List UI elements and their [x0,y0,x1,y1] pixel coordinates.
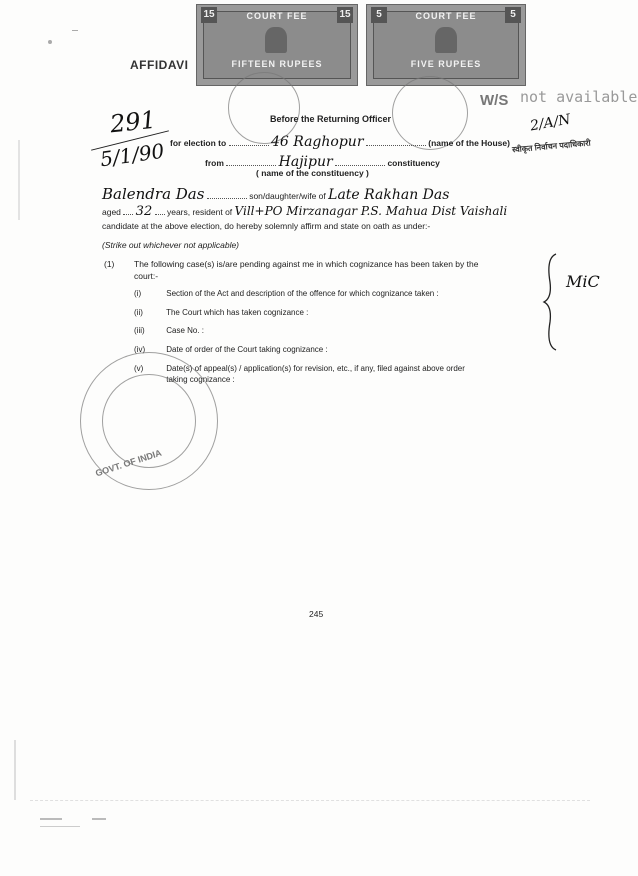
stamp-value-right: 5 [505,7,521,23]
returning-officer-heading: Before the Returning Officer [270,114,392,124]
sub-item [134,289,439,298]
election-line [170,134,510,150]
handwritten-ref-number: 291 [108,105,158,139]
age-dots-2 [155,214,165,215]
constituency-value: Hajipur [278,154,333,170]
aged-prefix: aged [102,207,121,217]
margin-brace [542,252,562,352]
sub-item-text: Section of the Act and description of the offence for which cognizance taken : [166,289,439,298]
constituency-dots [226,165,276,166]
page-number: 245 [309,609,324,619]
from-prefix: from [205,158,224,168]
house-suffix: (name of the House) [428,138,510,148]
stamp-words: FIFTEEN RUPEES [231,59,323,69]
age-dots [123,214,133,215]
item-number: (1) [104,259,115,269]
seal-text: GOVT. OF INDIA [94,447,163,479]
item-text-1: The following case(s) is/are pending against me in which cognizance has been taken by the [134,259,479,269]
oath-line: candidate at the above election, do hereby solemnly affirm and state on oath as under:- [102,221,431,231]
stamp-value-left: 15 [201,7,217,23]
sub-item-text: Date of order of the Court taking cognizance : [166,345,328,354]
scan-mark [40,826,80,827]
scan-mark [40,818,62,820]
stamp-note-prefix: W/S [480,92,509,109]
scan-mark [92,818,106,820]
stamp-country: COURT FEE [246,11,308,21]
stamp-emblem [435,27,457,53]
returning-officer-hindi-stamp: स्वीकृत निर्वाचन पदाधिकारी [511,138,591,155]
constituency-note: ( name of the constituency ) [256,168,369,178]
parent-name: Late Rakhan Das [328,187,450,203]
stamp-value-right: 15 [337,7,353,23]
affidavit-title: AFFIDAVI [130,58,189,72]
speckle-mark [14,740,16,800]
scan-line [30,800,590,802]
house-name-value: 46 Raghopur [270,134,364,150]
age-value: 32 [135,204,153,219]
house-dots [229,145,269,146]
sub-item-number: (v) [134,364,144,373]
stamp-emblem [265,27,287,53]
sub-item-text: Date(s) of appeal(s) / application(s) for revision, etc., if any, filed against above order [166,364,465,373]
deponent-line [102,185,449,203]
court-fee-stamp-right [366,4,526,86]
address-value: Vill+PO Mirzanagar P.S. Mahua Dist Vaishali [234,204,508,218]
margin-note: MiC [566,272,600,291]
sub-item-text: taking cognizance : [166,375,235,384]
stamp-value-left: 5 [371,7,387,23]
years-resident: years, resident of [166,207,233,217]
stamp-country: COURT FEE [415,11,477,21]
strike-note: (Strike out whichever not applicable) [102,240,240,250]
sub-item-number: (i) [134,289,142,298]
sub-item-number: (ii) [134,308,143,317]
relation-text: son/daughter/wife of [249,191,326,201]
aged-line [102,204,507,219]
sub-item [134,326,204,335]
house-dots-2 [366,145,426,146]
sub-item-number: (iv) [134,345,146,354]
deponent-name: Balendra Das [102,185,205,203]
constituency-dots-2 [335,165,385,166]
deponent-dots [207,198,247,199]
sub-item-number: (iii) [134,326,145,335]
handwritten-ref-date: 5/1/90 [98,138,166,172]
stamp-not-available-note: not available [520,88,638,106]
stamp-words: FIVE RUPEES [410,59,482,69]
election-prefix: for election to [170,138,227,148]
speckle-mark [72,30,78,31]
handwritten-ro-initial: 2/A/N [528,111,572,135]
speckle-mark [48,40,52,44]
sub-item [134,308,308,317]
sub-item-text: The Court which has taken cognizance : [166,308,309,317]
item-text-2: court:- [134,271,159,281]
constituency-suffix: constituency [387,158,440,168]
sub-item-text: Case No. : [166,326,205,335]
speckle-mark [18,140,20,220]
